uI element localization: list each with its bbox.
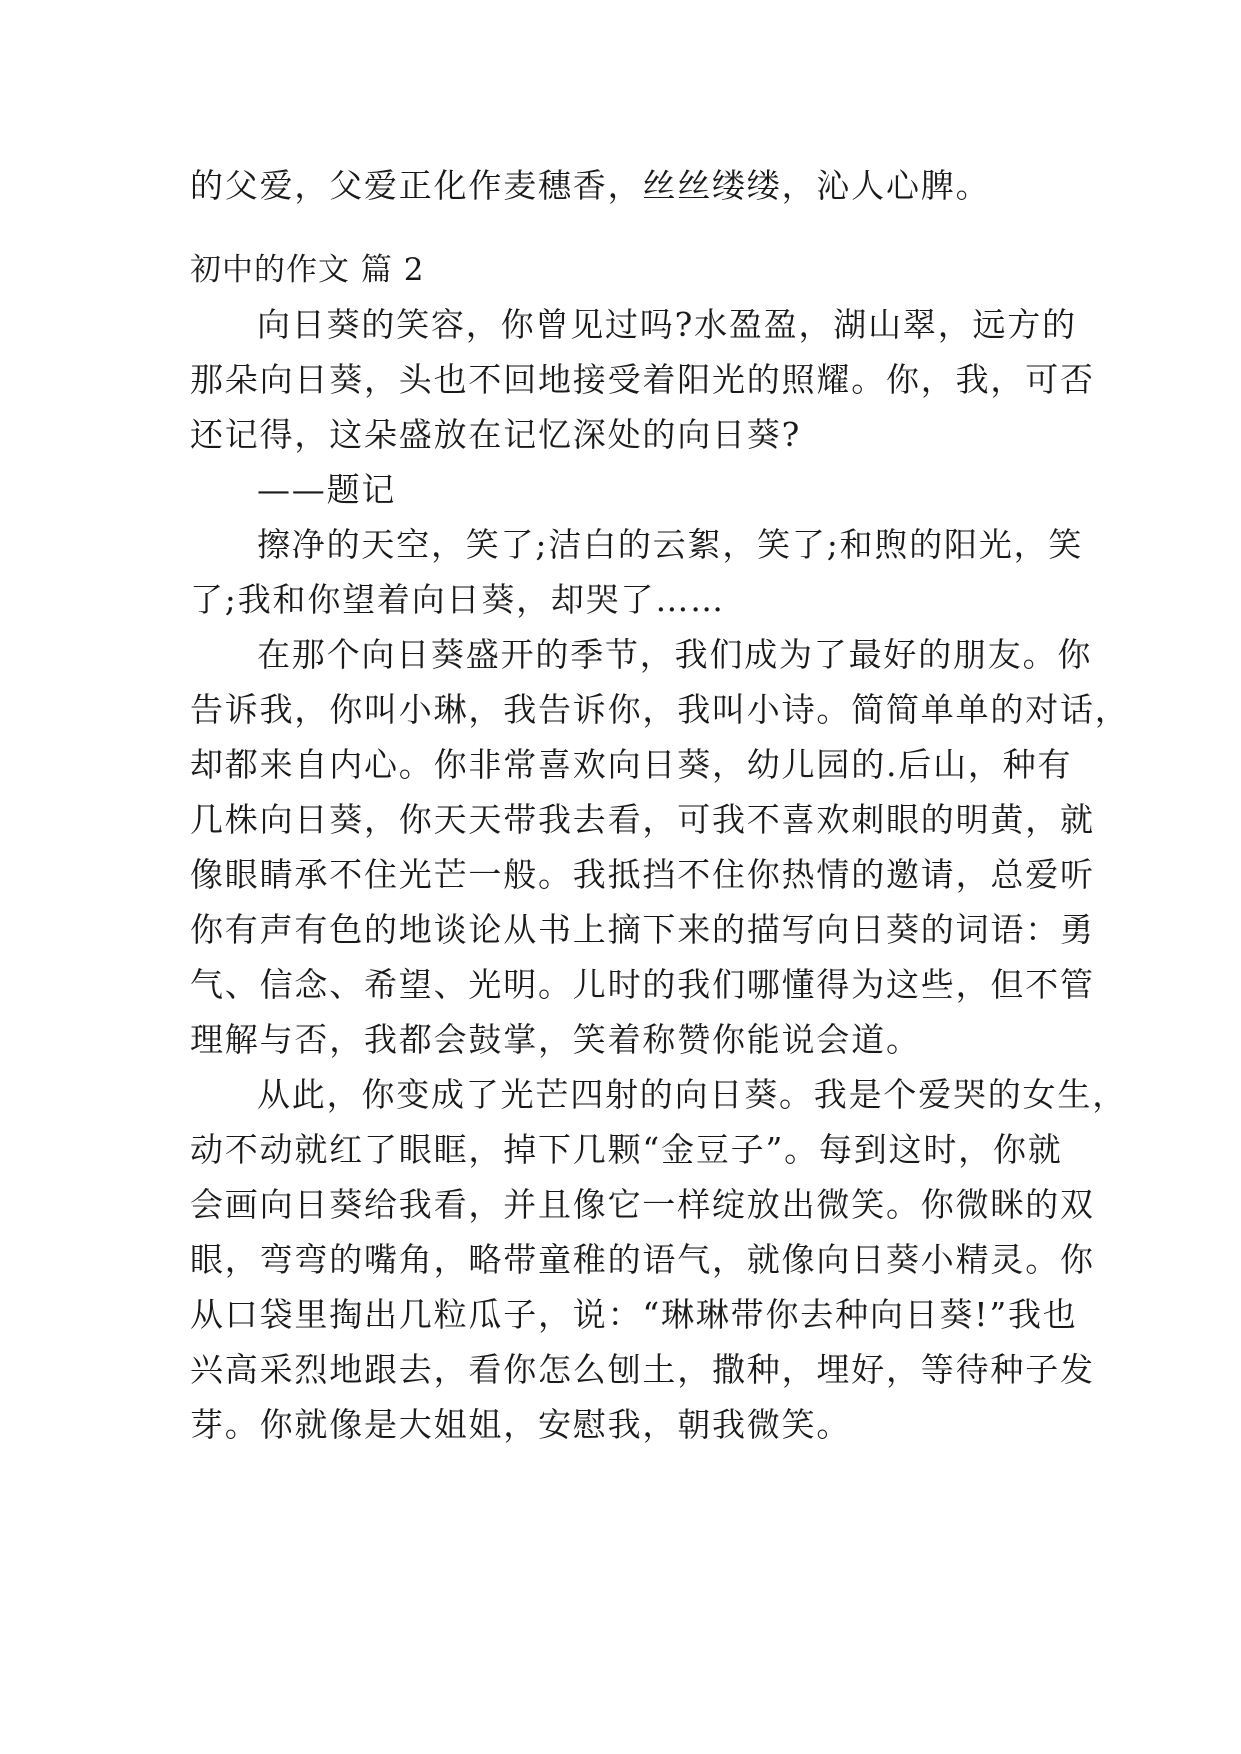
paragraph-line: 还记得，这朵盛放在记忆深处的向日葵? xyxy=(190,415,802,454)
paragraph-line: 从此，你变成了光芒四射的向日葵。我是个爱哭的女生， xyxy=(257,1075,1127,1114)
paragraph-line: 兴高采烈地跟去，看你怎么刨土，撒种，埋好，等待种子发 xyxy=(190,1350,1095,1389)
paragraph-line: 你有声有色的地谈论从书上摘下来的描写向日葵的词语：勇 xyxy=(190,910,1095,949)
paragraph-line: 眼，弯弯的嘴角，略带童稚的语气，就像向日葵小精灵。你 xyxy=(190,1240,1095,1279)
paragraph-line: 在那个向日葵盛开的季节，我们成为了最好的朋友。你 xyxy=(257,635,1093,674)
paragraph-line: 动不动就红了眼眶，掉下几颗“金豆子”。每到这时，你就 xyxy=(190,1130,1063,1169)
paragraph-line: 气、信念、希望、光明。儿时的我们哪懂得为这些，但不管 xyxy=(190,965,1095,1004)
inscription-line: ——题记 xyxy=(257,470,397,509)
paragraph-line: 从口袋里掏出几粒瓜子，说：“琳琳带你去种向日葵!”我也 xyxy=(190,1295,1078,1334)
paragraph-line: 理解与否，我都会鼓掌，笑着称赞你能说会道。 xyxy=(190,1020,921,1059)
section-heading: 初中的作文 篇 2 xyxy=(190,252,425,288)
paragraph-line: 芽。你就像是大姐姐，安慰我，朝我微笑。 xyxy=(190,1405,852,1444)
paragraph-line: 像眼睛承不住光芒一般。我抵挡不住你热情的邀请，总爱听 xyxy=(190,855,1095,894)
paragraph-line: 告诉我，你叫小琳，我告诉你，我叫小诗。简简单单的对话， xyxy=(190,690,1130,729)
continuation-text: 的父爱，父爱正化作麦穗香，丝丝缕缕，沁人心脾。 xyxy=(190,166,991,205)
paragraph-line: 几株向日葵，你天天带我去看，可我不喜欢刺眼的明黄，就 xyxy=(190,800,1095,839)
paragraph-line: 擦净的天空，笑了;洁白的云絮，笑了;和煦的阳光，笑 xyxy=(257,525,1084,564)
paragraph-line: 了;我和你望着向日葵，却哭了…… xyxy=(190,580,725,619)
paragraph-line: 却都来自内心。你非常喜欢向日葵，幼儿园的.后山，种有 xyxy=(190,745,1073,784)
paragraph-line: 会画向日葵给我看，并且像它一样绽放出微笑。你微眯的双 xyxy=(190,1185,1095,1224)
paragraph-line: 那朵向日葵，头也不回地接受着阳光的照耀。你，我，可否 xyxy=(190,360,1095,399)
paragraph-line: 向日葵的笑容，你曾见过吗?水盈盈，湖山翠，远方的 xyxy=(257,305,1077,344)
